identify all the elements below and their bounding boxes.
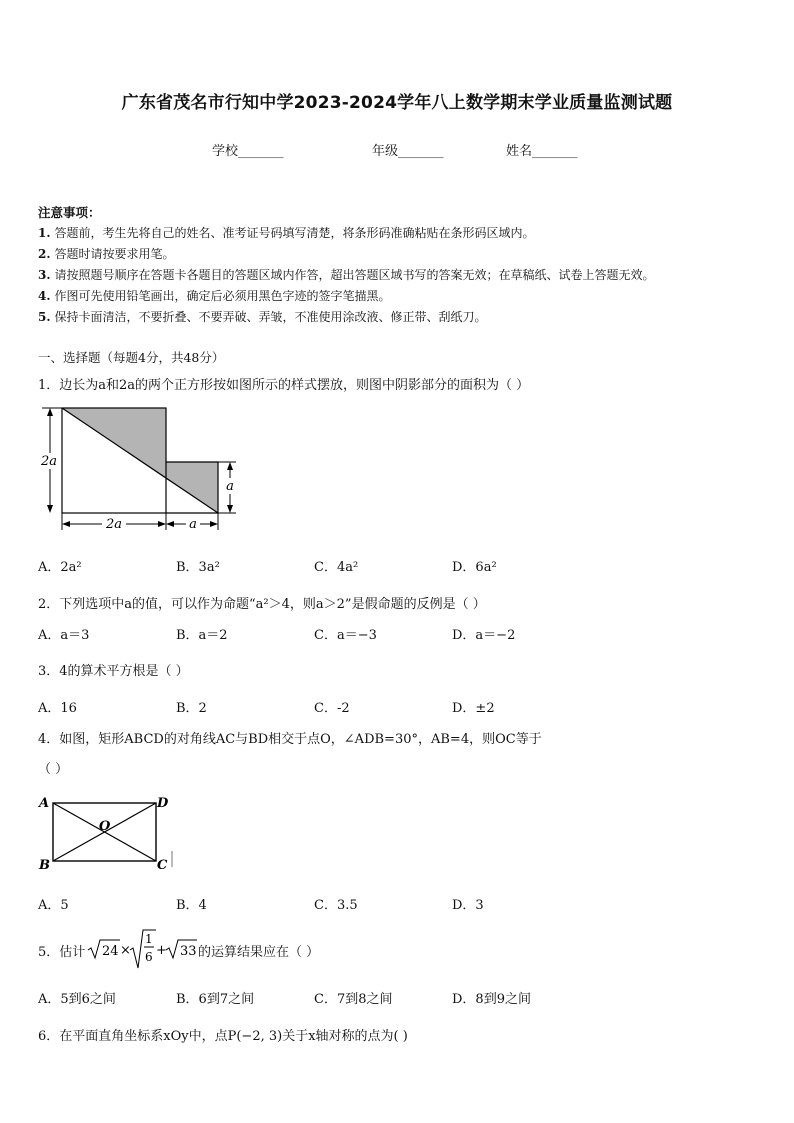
note-number: 3. [38,268,51,282]
section-heading: 一、选择题（每题4分，共48分） [38,350,225,365]
vertex-a-label: A [39,796,50,811]
vertex-d-label: D [157,796,169,811]
q4-option-d[interactable]: D．3 [452,898,484,913]
plus-sign: + [156,943,167,958]
question-2-text: 2．下列选项中a的值，可以作为命题“a²＞4，则a＞2”是假命题的反例是（ ） [38,597,486,612]
question-5-prefix: 5．估计 [38,945,86,960]
shaded-region-lower [166,462,218,513]
fraction-denominator: 6 [145,950,153,964]
vertex-b-label: B [39,858,50,873]
question-6-text: 6．在平面直角坐标系xOy中，点P(−2, 3)关于x轴对称的点为( ) [38,1029,408,1044]
q2-option-d[interactable]: D．a＝−2 [452,628,516,643]
vertex-c-label: C [157,858,168,873]
label-a-bottom: a [189,517,197,532]
grade-field: 年级_______ [372,144,444,159]
q2-option-b[interactable]: B．a＝2 [176,628,228,643]
note-number: 2. [38,247,51,261]
note-item [38,266,655,283]
question-4-figure [36,793,176,875]
q4-option-a[interactable]: A．5 [38,898,69,913]
label-2a-left: 2a [40,454,58,469]
radicand-33: 33 [180,944,197,959]
note-item [38,224,535,241]
radicand-24: 24 [102,944,119,959]
q2-option-c[interactable]: C．a＝−3 [314,628,377,643]
times-sign: × [120,943,131,958]
q1-option-a[interactable]: A．2a² [38,560,82,575]
note-text: 答题时请按要求用笔。 [54,247,175,261]
note-number: 4. [38,289,51,303]
q1-option-d[interactable]: D．6a² [452,560,497,575]
name-field: 姓名_______ [506,144,578,159]
q3-option-b[interactable]: B．2 [176,701,207,716]
notes-heading: 注意事项： [38,205,101,220]
q1-option-b[interactable]: B．3a² [176,560,220,575]
q4-option-c[interactable]: C．3.5 [314,898,358,913]
label-a-right: a [226,479,234,494]
question-1-figure [38,400,248,535]
school-field: 学校_______ [212,144,284,159]
q5-option-a[interactable]: A．5到6之间 [38,992,116,1007]
page-title: 广东省茂名市行知中学2023-2024学年八上数学期末学业质量监测试题 [121,93,673,113]
q3-option-c[interactable]: C．-2 [314,701,350,716]
note-item [38,245,175,262]
note-text: 答题前，考生先将自己的姓名、准考证号码填写清楚，将条形码准确粘贴在条形码区域内。 [54,226,535,240]
q5-option-b[interactable]: B．6到7之间 [176,992,255,1007]
question-4-paren: （ ） [38,762,69,777]
q4-option-b[interactable]: B．4 [176,898,207,913]
question-3-text: 3．4的算术平方根是（ ） [38,664,189,679]
q5-option-d[interactable]: D．8到9之间 [452,992,531,1007]
center-o-label: O [99,819,111,834]
note-text: 请按照题号顺序在答题卡各题目的答题区域内作答，超出答题区域书写的答案无效；在草稿纸、试卷上答题无效。 [54,268,655,282]
note-item [38,308,487,325]
q3-option-a[interactable]: A．16 [38,701,77,716]
q2-option-a[interactable]: A．a＝3 [38,628,90,643]
note-text: 保持卡面清洁，不要折叠、不要弄破、弄皱，不准使用涂改液、修正带、刮纸刀。 [54,310,487,324]
question-5-suffix: 的运算结果应在（ ） [198,945,320,960]
note-text: 作图可先使用铅笔画出，确定后必须用黑色字迹的签字笔描黑。 [54,289,391,303]
label-2a-bottom: 2a [105,517,123,532]
fraction-numerator: 1 [145,932,153,946]
q1-option-c[interactable]: C．4a² [314,560,359,575]
question-1-text: 1．边长为a和2a的两个正方形按如图所示的样式摆放，则图中阴影部分的面积为（ ） [38,378,530,393]
question-4-text: 4．如图，矩形ABCD的对角线AC与BD相交于点O，∠ADB=30°，AB=4，则OC等于 [38,732,542,747]
q5-option-c[interactable]: C．7到8之间 [314,992,393,1007]
note-item [38,287,391,304]
note-number: 5. [38,310,51,324]
note-number: 1. [38,226,51,240]
q3-option-d[interactable]: D．±2 [452,701,495,716]
question-5-expression [86,928,198,972]
